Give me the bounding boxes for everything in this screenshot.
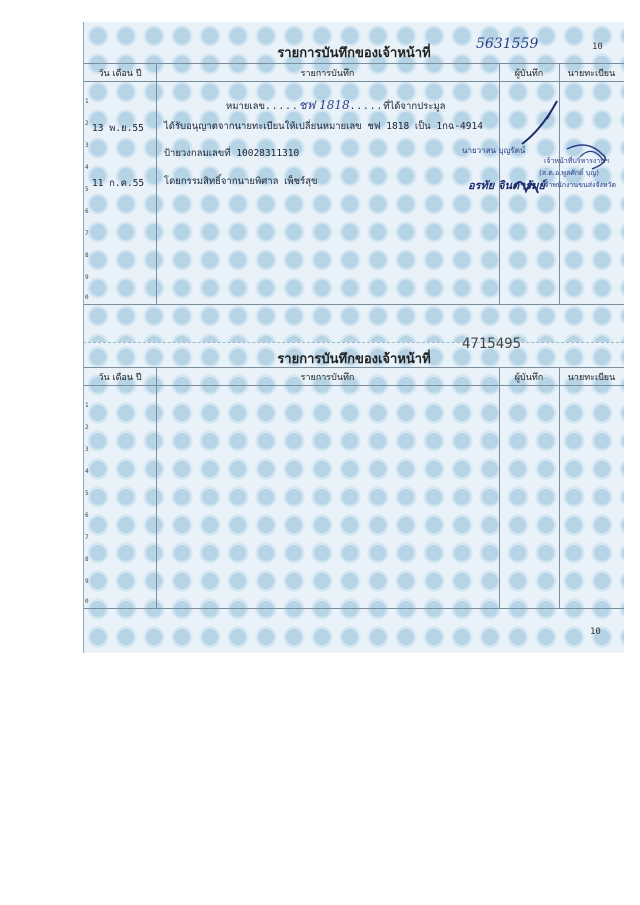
row-number: 6 [85, 512, 89, 519]
entry-line-3: ป้ายวงกลมเลขที่ 10028311310 [164, 148, 300, 159]
row-number: 2 [85, 120, 89, 127]
row-number: 4 [85, 468, 89, 475]
record-sheet-bottom [83, 336, 624, 653]
header-entry: รายการบันทึก [300, 373, 355, 383]
handwritten-plate: ชฟ 1818 [298, 98, 350, 112]
column-divider [559, 368, 560, 608]
entry-line-4: โดยกรรมสิทธิ์จากนายพิศาล เพ็ชร์สุข [164, 176, 318, 187]
entry-date-2: 11 ก.ค.55 [92, 178, 145, 189]
stamp-line-1: นายวาสน บุญรัตน์ [462, 146, 526, 155]
entry-date-1: 13 พ.ย.55 [92, 123, 144, 134]
column-divider [156, 64, 157, 304]
row-number: 7 [85, 534, 89, 541]
entry-suffix: ที่ได้จากประมูล [383, 101, 446, 112]
header-date: วัน เดือน ปี [98, 373, 142, 383]
row-number: 1 [85, 98, 89, 105]
sheet-title: รายการบันทึกของเจ้าหน้าที่ [277, 46, 431, 61]
row-number: 7 [85, 230, 89, 237]
row-number: 3 [85, 446, 89, 453]
row-number: 5 [85, 490, 89, 497]
row-number: 8 [85, 556, 89, 563]
stamp-line-3: (ส.ต.อ.พูลศักดิ์ บุญ) [539, 169, 599, 177]
handwritten-signature: อรทัย จินดารัมย์ [468, 179, 545, 192]
header-recorder: ผู้บันทึก [514, 373, 544, 383]
sheet-title: รายการบันทึกของเจ้าหน้าที่ [277, 352, 431, 367]
record-sheet-top [83, 22, 624, 342]
stamp-line-4: เจ้าพนักงานขนส่งจังหวัด [542, 181, 617, 189]
row-number: 1 [85, 402, 89, 409]
entry-line-1: หมายเลข.....ชฟ 1818.....ที่ได้จากประมูล [226, 98, 446, 112]
column-divider [156, 368, 157, 608]
record-table [84, 367, 624, 609]
row-number: 5 [85, 186, 89, 193]
header-recorder: ผู้บันทึก [514, 69, 544, 79]
row-number: 6 [85, 208, 89, 215]
row-number: 0 [85, 294, 89, 301]
printed-serial: 4715495 [462, 336, 522, 352]
page-number: 10 [592, 42, 603, 52]
header-registrar: นายทะเบียน [567, 69, 616, 79]
table-header [84, 64, 624, 82]
page-number: 10 [590, 627, 601, 637]
row-number: 0 [85, 598, 89, 605]
row-number: 9 [85, 274, 89, 281]
entry-prefix: หมายเลข [226, 101, 265, 112]
row-number: 3 [85, 142, 89, 149]
column-divider [499, 368, 500, 608]
row-number: 2 [85, 424, 89, 431]
stamp-line-2: เจ้าหน้าที่บริหารงานฯ [544, 157, 609, 165]
row-number: 4 [85, 164, 89, 171]
entry-line-2: ได้รับอนุญาตจากนายทะเบียนให้เปลี่ยนหมายเลข ชฟ 1818 เป็น 1กฉ-4914 [164, 121, 483, 132]
table-header [84, 368, 624, 386]
row-number: 9 [85, 578, 89, 585]
record-table [84, 63, 624, 305]
row-number: 8 [85, 252, 89, 259]
header-registrar: นายทะเบียน [567, 373, 616, 383]
header-entry: รายการบันทึก [300, 69, 355, 79]
handwritten-serial: 5631559 [476, 36, 539, 52]
header-date: วัน เดือน ปี [98, 69, 142, 79]
